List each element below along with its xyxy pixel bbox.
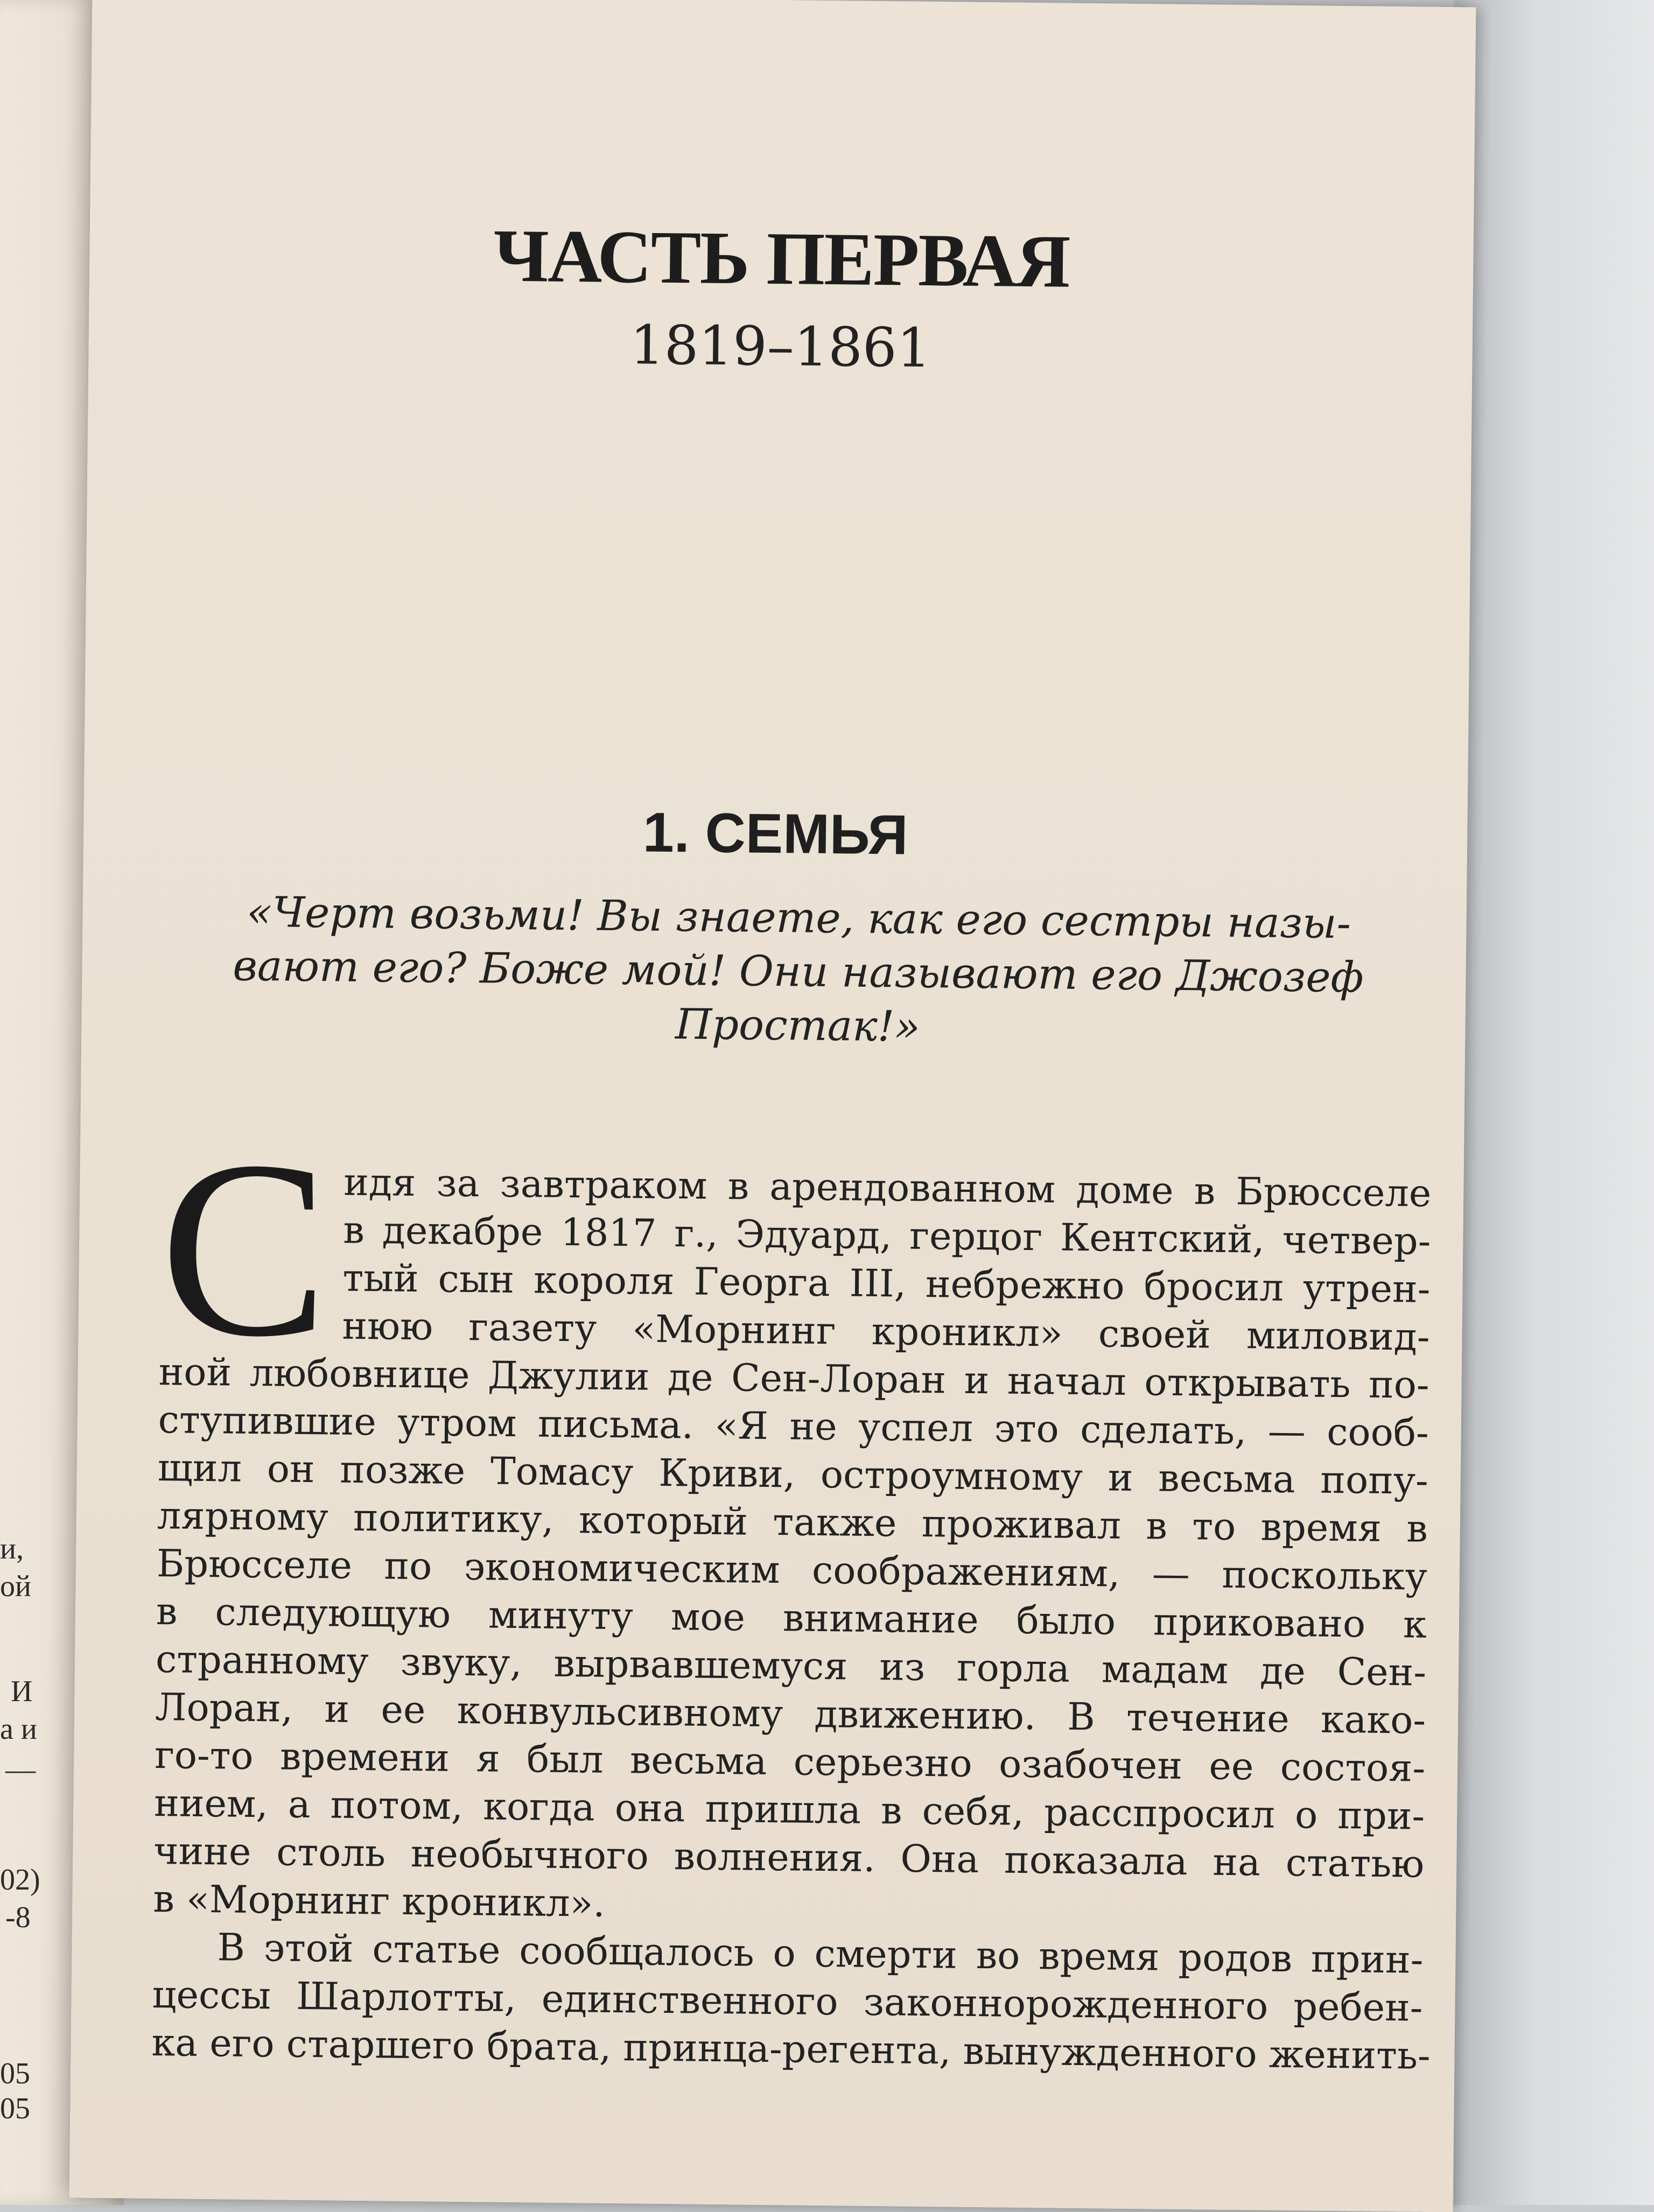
- text-line: нием, а потом, когда она пришла в себя, расспросил о при-: [153, 1781, 1425, 1838]
- text-line: нюю газету «Морнинг кроникл» своей миловид-: [342, 1303, 1430, 1359]
- text-line: в следующую минуту мое внимание было приковано к: [156, 1589, 1427, 1647]
- left-page-fragment: ой: [0, 1570, 31, 1603]
- text-line: Брюсселе по экономическим соображениям, — поскольку: [156, 1541, 1428, 1599]
- body-text: [151, 1107, 1432, 2080]
- text-line: ступившие утром письма. «Я не успел это сделать, — сооб-: [158, 1398, 1429, 1455]
- left-page-fragment: —: [5, 1753, 36, 1786]
- left-page-fragment: -8: [5, 1901, 31, 1934]
- text-line: в «Морнинг кроникл».: [153, 1877, 606, 1926]
- text-line: идя за завтраком в арендованном доме в Брюсселе: [343, 1160, 1432, 1216]
- text-line: тый сын короля Георга III, небрежно бросил утрен-: [342, 1255, 1431, 1311]
- text-line: щил он позже Томасу Криви, остроумному и весьма попу-: [157, 1445, 1429, 1503]
- epigraph-line: Простак!»: [675, 1000, 921, 1051]
- text-line: ной любовнице Джулии де Сен-Лоран и начал открывать по-: [158, 1350, 1430, 1407]
- epigraph-line: «Черт возьми! Вы знаете, как его сестры назы-: [246, 888, 1351, 949]
- background-surface: [1454, 0, 1654, 2205]
- text-line: лярному политику, который также проживал в то время в: [157, 1493, 1428, 1551]
- part-years: 1819–1861: [629, 313, 931, 380]
- left-page-fragment: 05: [0, 2092, 30, 2125]
- text-line: цессы Шарлотты, единственного законнорожденного ребен-: [152, 1972, 1423, 2030]
- left-page-fragment: 05: [0, 2057, 30, 2090]
- left-page-fragment: и,: [0, 1532, 24, 1565]
- left-page-fragment: а и: [0, 1712, 37, 1746]
- text-line: странному звуку, вырвавшемуся из горла мадам де Сен-: [155, 1637, 1427, 1695]
- epigraph-line: вают его? Боже мой! Они называют его Джозеф: [233, 942, 1364, 1002]
- text-line: го-то времени я был весьма серьезно озабочен ее состоя-: [154, 1733, 1426, 1790]
- chapter-title: 1. СЕМЬЯ: [642, 801, 908, 867]
- drop-cap: С: [158, 1107, 331, 1390]
- epigraph: [162, 884, 1434, 1059]
- book-page: [69, 0, 1476, 2212]
- part-title: ЧАСТЬ ПЕРВАЯ: [493, 214, 1070, 304]
- text-line: чине столь необычного волнения. Она показала на статью: [153, 1829, 1425, 1886]
- text-line: В этой статье сообщалось о смерти во время родов прин-: [217, 1925, 1424, 1982]
- text-line: ка его старшего брата, принца-регента, вынужденного женить-: [151, 2020, 1431, 2078]
- left-page-fragment: 02): [0, 1863, 40, 1897]
- left-page-fragment: И: [11, 1675, 33, 1708]
- text-line: Лоран, и ее конвульсивному движению. В течение како-: [155, 1685, 1426, 1743]
- text-line: в декабре 1817 г., Эдуард, герцог Кентский, четвер-: [343, 1207, 1431, 1263]
